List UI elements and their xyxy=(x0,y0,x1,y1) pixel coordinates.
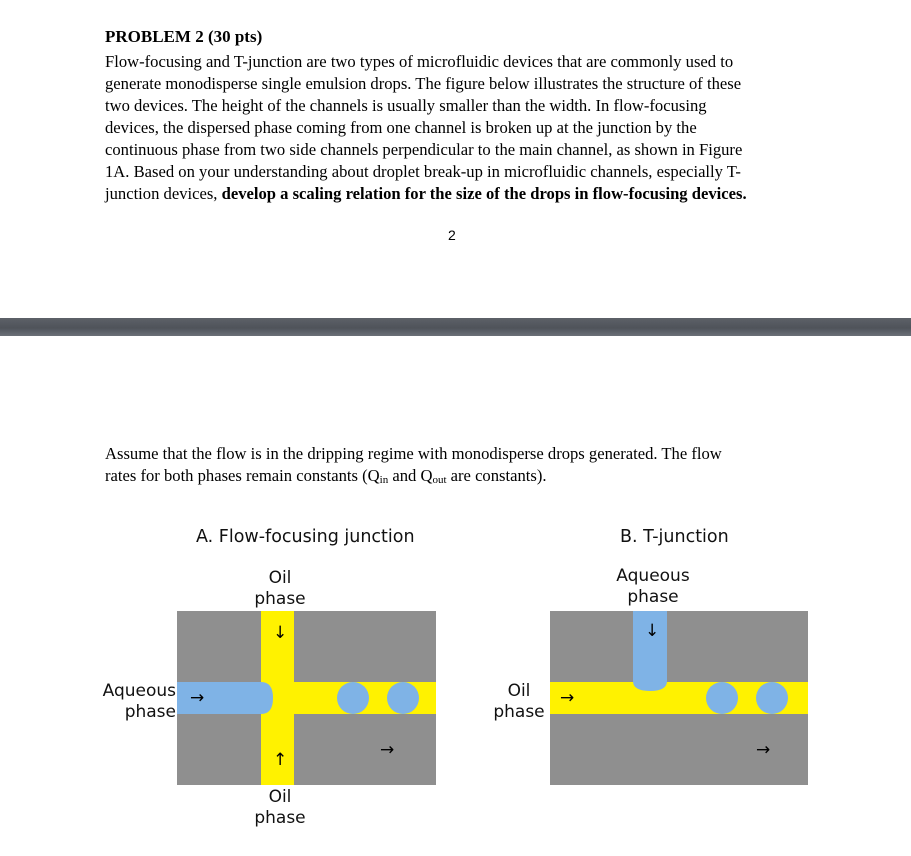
flow-focusing-diagram xyxy=(177,611,436,785)
problem-line: two devices. The height of the channels is usually smaller than the width. In flow-focusing xyxy=(105,96,707,115)
problem-line: continuous phase from two side channels perpendicular to the main channel, as shown in Figure xyxy=(105,140,743,159)
problem-line: 1A. Based on your understanding about droplet break-up in microfluidic channels, especially T- xyxy=(105,162,741,181)
flow-arrow-icon: → xyxy=(756,740,771,760)
problem-line: Flow-focusing and T-junction are two types of microfluidic devices that are commonly used to xyxy=(105,52,734,71)
q-in-subscript: in xyxy=(379,474,389,486)
arrow-up-icon: ↑ xyxy=(273,750,288,770)
arrow-right-icon: → xyxy=(190,688,205,708)
document-page-upper xyxy=(0,0,911,318)
assumption-line-1: Assume that the flow is in the dripping regime with monodisperse drops generated. The flow xyxy=(105,444,722,463)
droplet xyxy=(337,682,369,714)
assumption-line-2 xyxy=(105,465,805,491)
problem-line-plain: junction devices, xyxy=(105,184,222,203)
assumption-text-part: are constants). xyxy=(446,466,547,485)
problem-line-last xyxy=(105,183,805,205)
problem-task-bold: develop a scaling relation for the size of the drops in flow-focusing devices xyxy=(221,184,743,203)
problem-statement xyxy=(105,51,805,205)
panel-b-oil-label: Oil phase xyxy=(493,681,545,722)
panel-b-aqueous-label: Aqueous phase xyxy=(616,566,690,607)
droplet xyxy=(706,682,738,714)
problem-line: generate monodisperse single emulsion drops. The figure below illustrates the structure of these xyxy=(105,74,742,93)
arrow-down-icon: ↓ xyxy=(645,621,660,641)
arrow-right-icon: → xyxy=(560,688,575,708)
q-out-subscript: out xyxy=(432,474,447,486)
assumption-text xyxy=(105,443,805,491)
problem-line: devices, the dispersed phase coming from one channel is broken up at the junction by the xyxy=(105,118,697,137)
panel-a-oil-top-label: Oil phase xyxy=(254,568,306,609)
arrow-down-icon: ↓ xyxy=(273,623,288,643)
assumption-text-part: rates for both phases remain constants (Q xyxy=(105,466,380,485)
droplet xyxy=(387,682,419,714)
panel-a-title: A. Flow-focusing junction xyxy=(196,527,415,547)
assumption-text-part: and Q xyxy=(388,466,433,485)
panel-a-aqueous-label: Aqueous phase xyxy=(102,681,176,722)
page-number: 2 xyxy=(448,227,456,243)
panel-b-title: B. T-junction xyxy=(620,527,729,547)
panel-a-oil-bottom-label: Oil phase xyxy=(254,787,306,828)
problem-line-end: . xyxy=(742,184,747,203)
flow-arrow-icon: → xyxy=(380,740,395,760)
page-separator xyxy=(0,318,911,336)
problem-title: PROBLEM 2 (30 pts) xyxy=(105,27,263,46)
droplet xyxy=(756,682,788,714)
